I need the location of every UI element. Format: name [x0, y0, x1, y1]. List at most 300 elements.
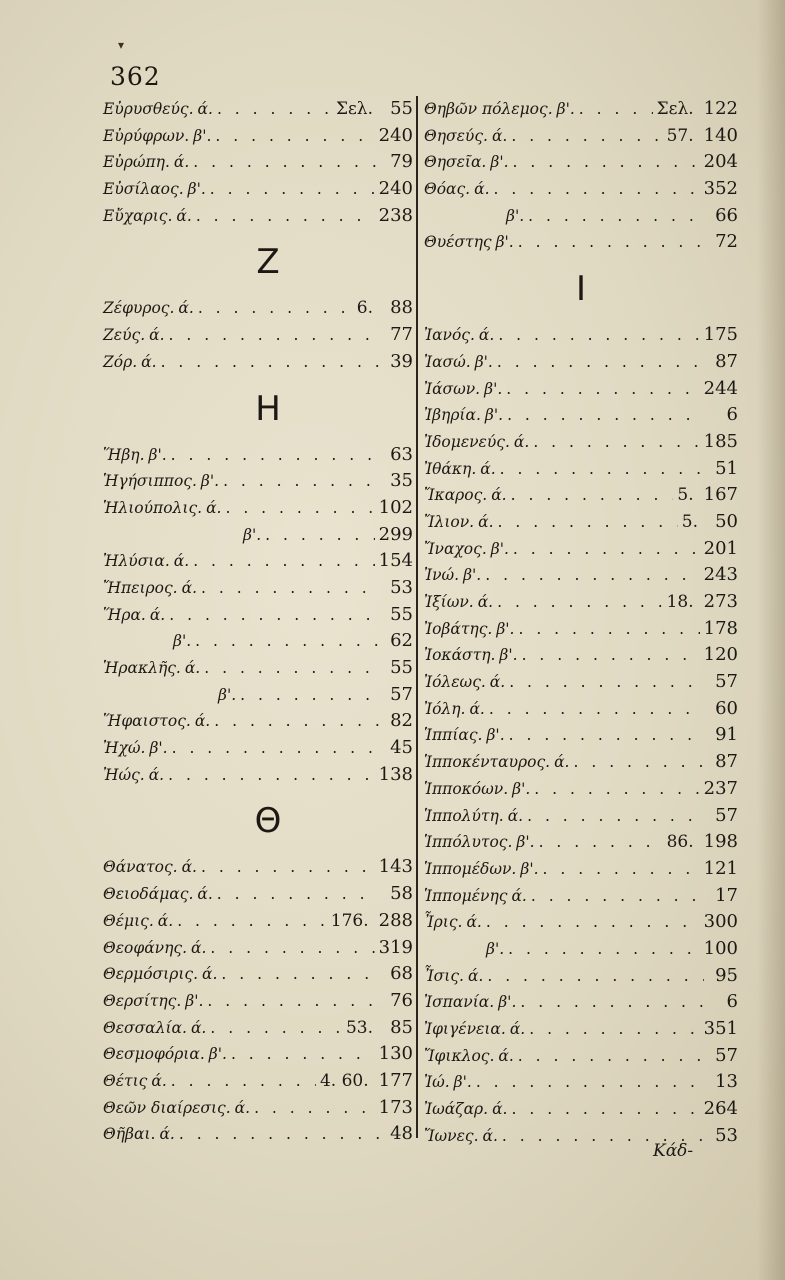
entry-volume: ά. — [489, 673, 506, 692]
leader-dots — [193, 149, 379, 176]
leader-dots — [210, 935, 374, 962]
entry-name: Ἰασώ. — [424, 352, 471, 371]
entry-volume: ά. — [176, 206, 192, 225]
entry-name: Ἰβηρία. — [424, 406, 481, 425]
entry-page-number: 154 — [378, 550, 413, 572]
leader-dots — [172, 735, 379, 762]
entry-volume: β'. — [474, 352, 493, 371]
entry-name: Θεσμοφόρια. — [103, 1045, 205, 1064]
entry-name: Εὐρυσθεύς. — [103, 100, 194, 118]
entry-name: Ἴφικλος. — [424, 1046, 495, 1065]
entry-page-number: 50 — [715, 510, 738, 532]
entry-volume: β'. — [149, 739, 168, 758]
entry-volume: ά. — [151, 1071, 167, 1090]
leader-dots — [201, 854, 375, 881]
entry-page-number: 352 — [703, 178, 738, 200]
entry-name: Ἴλιον. — [424, 512, 475, 531]
leader-dots — [520, 989, 704, 1016]
index-entry — [103, 1015, 413, 1042]
entry-page-number: 122 — [703, 98, 738, 119]
entry-name: Θέτις — [103, 1071, 148, 1090]
leader-dots — [500, 456, 704, 483]
entry-volume: ά. — [184, 659, 201, 677]
entry-page-number: 51 — [715, 457, 738, 479]
entry-name: Ἱππολύτη. — [424, 806, 504, 825]
entry-volume: ά. — [498, 1046, 514, 1065]
leader-dots — [506, 376, 699, 403]
index-entry — [103, 655, 413, 682]
entry-page-number: 72 — [715, 231, 738, 253]
entry-volume: ά. — [513, 432, 530, 451]
entry-page-number: 35 — [390, 470, 413, 492]
entry-page-number: 238 — [378, 204, 413, 226]
entry-volume: ά. — [474, 180, 490, 199]
entry-page-number: 88 — [390, 297, 413, 319]
entry-page-number: 102 — [378, 496, 413, 518]
entry-volume: ά. — [181, 858, 197, 877]
leader-dots — [527, 803, 704, 830]
entry-name: Ἰώ. — [424, 1073, 450, 1092]
entry-page-number: 55 — [390, 603, 413, 625]
entry-volume: β'. — [208, 1045, 227, 1064]
entry-volume: β'. — [193, 126, 212, 145]
entry-name: Εὐρύφρων. — [103, 126, 190, 145]
entry-volume: ά. — [173, 552, 190, 571]
entry-page-number: 6 — [726, 991, 738, 1013]
entry-name: Ἥβη. — [103, 445, 145, 464]
entry-volume: β'. — [486, 939, 505, 958]
entry-page-number: 53 — [390, 576, 413, 598]
entry-page-number: 62 — [390, 630, 413, 652]
leader-dots — [509, 669, 704, 696]
leader-dots — [531, 883, 704, 910]
index-entry — [103, 1095, 413, 1122]
index-entry — [103, 203, 413, 230]
leader-dots — [579, 96, 653, 123]
entry-name: Θυέστης — [424, 233, 492, 252]
entry-page-number: 60 — [715, 697, 738, 719]
index-entry — [103, 322, 413, 349]
entry-page-number: 167 — [703, 484, 738, 506]
index-entry — [424, 989, 738, 1016]
entry-name: Θόας. — [424, 180, 471, 199]
entry-extra-ref: 5. — [681, 511, 698, 532]
entry-page-number: 87 — [715, 350, 738, 372]
leader-dots — [210, 1015, 342, 1042]
entry-name: Ἤπειρος. — [103, 578, 178, 597]
index-column-right — [424, 96, 738, 1149]
entry-volume: ά. — [197, 885, 213, 904]
leader-dots — [214, 708, 379, 735]
entry-name: Ἰθάκη. — [424, 459, 477, 478]
leader-dots — [207, 988, 379, 1015]
leader-dots — [254, 1095, 375, 1122]
leader-dots — [508, 936, 699, 963]
index-entry — [103, 149, 413, 176]
entry-page-number: 201 — [703, 537, 738, 559]
entry-page-number: 237 — [703, 777, 738, 799]
section-letter-heading: Ι — [575, 269, 587, 310]
entry-extra-ref: 6. — [356, 298, 373, 319]
index-entry — [424, 589, 738, 616]
leader-dots — [215, 123, 374, 150]
entry-page-number: 91 — [715, 724, 738, 746]
index-entry — [103, 762, 413, 789]
entry-volume: β'. — [516, 833, 535, 852]
leader-dots — [198, 295, 353, 322]
leader-dots — [498, 509, 678, 536]
entry-volume: ά. — [554, 753, 570, 772]
leader-dots — [486, 909, 700, 936]
entry-page-number: 63 — [390, 443, 413, 465]
page-number: 362 — [110, 62, 161, 91]
entry-name: Ἱππόλυτος. — [424, 833, 513, 852]
entry-volume: ά. — [477, 593, 494, 611]
entry-volume: β'. — [243, 525, 262, 544]
entry-name: Ἡγήσιππος. — [103, 472, 197, 491]
index-entry — [103, 468, 413, 495]
entry-name: Θεσσαλία. — [103, 1018, 187, 1037]
entry-name: Ἰοβάτης. — [424, 619, 493, 638]
index-entry — [424, 349, 738, 376]
leader-dots — [522, 642, 700, 669]
index-entry — [103, 349, 413, 376]
index-entry — [103, 682, 413, 709]
entry-name: Θερμόσιρις. — [103, 965, 198, 984]
entry-page-number: 351 — [703, 1018, 738, 1039]
entry-volume: ά. — [197, 100, 213, 118]
entry-page-number: 55 — [390, 98, 413, 119]
index-entry — [424, 616, 738, 643]
entry-volume: ά. — [148, 765, 165, 784]
ink-speck: ▾ — [118, 38, 125, 52]
index-entry — [103, 495, 413, 522]
entry-name: Θησεῖα. — [424, 153, 487, 172]
entry-name: Ἱππομένης — [424, 886, 508, 905]
index-entry — [424, 936, 738, 963]
entry-volume: ά. — [190, 1018, 207, 1037]
index-entry — [424, 562, 738, 589]
leader-dots — [168, 762, 375, 789]
entry-page-number: 185 — [703, 430, 738, 452]
index-entry — [424, 322, 738, 349]
entry-page-number: 243 — [703, 564, 738, 586]
entry-page-number: 130 — [378, 1043, 413, 1065]
entry-volume: β'. — [463, 566, 482, 585]
catchword: Κάδ- — [653, 1141, 694, 1161]
entry-volume: β'. — [506, 206, 525, 225]
entry-volume: β'. — [490, 539, 509, 558]
entry-name: Ἶσις. — [424, 966, 464, 985]
leader-dots — [217, 881, 379, 908]
leader-dots — [497, 589, 663, 616]
index-entry — [424, 203, 738, 230]
entry-volume: ά. — [178, 299, 194, 318]
leader-dots — [204, 655, 379, 682]
entry-name: Ἰωάζαρ. — [424, 1100, 489, 1119]
entry-name: Θειοδάμας. — [103, 885, 194, 904]
index-entry — [103, 96, 413, 123]
index-entry — [103, 628, 413, 655]
entry-volume: ά. — [234, 1098, 251, 1117]
entry-name: Ἠώς. — [103, 765, 145, 784]
leader-dots — [265, 522, 374, 549]
entry-page-number: 173 — [378, 1096, 413, 1118]
entry-name: Ἰδομενεύς. — [424, 432, 510, 451]
entry-volume: ά. — [194, 712, 211, 731]
entry-page-number: 100 — [703, 937, 738, 959]
entry-volume: ά. — [149, 326, 165, 345]
leader-dots — [487, 963, 704, 990]
entry-page-number: 178 — [703, 617, 738, 639]
index-entry — [103, 961, 413, 988]
entry-volume: ά. — [202, 965, 218, 984]
entry-volume: β'. — [556, 100, 575, 118]
entry-name: Ἠχώ. — [103, 739, 146, 758]
entry-page-number: 121 — [703, 857, 738, 879]
entry-page-number: 68 — [390, 963, 413, 985]
entry-name: Ἱππομέδων. — [424, 859, 517, 878]
entry-page-number: 53 — [715, 1124, 738, 1146]
leader-dots — [511, 123, 662, 150]
entry-page-number: 299 — [378, 523, 413, 545]
leader-dots — [169, 602, 379, 629]
entry-page-number: 55 — [390, 657, 413, 678]
section-letter-heading: Ζ — [256, 242, 280, 283]
index-entry — [424, 749, 738, 776]
entry-name: Ἰάσων. — [424, 379, 481, 398]
entry-name: Θεῶν διαίρεσις. — [103, 1098, 231, 1117]
entry-name: Ἰοκάστη. — [424, 646, 496, 665]
leader-dots — [225, 495, 374, 522]
entry-page-number: 66 — [715, 204, 738, 226]
entry-page-number: 17 — [715, 884, 738, 906]
index-entry — [103, 854, 413, 881]
entry-name: Εὐρώπη. — [103, 153, 170, 172]
entry-page-number: 48 — [390, 1123, 413, 1145]
entry-volume: β'. — [187, 180, 206, 199]
entry-name: Ἰανός. — [424, 326, 475, 345]
entry-name: Ἡλιούπολις. — [103, 498, 203, 517]
entry-page-number: 175 — [703, 324, 738, 346]
entry-page-number: 138 — [378, 763, 413, 785]
entry-name: Ἱππίας. — [424, 726, 483, 745]
leader-dots — [534, 776, 699, 803]
entry-volume: β'. — [512, 779, 531, 798]
entry-page-number: 244 — [703, 377, 738, 399]
entry-name: Ἶρις. — [424, 913, 463, 932]
entry-volume: ά. — [467, 966, 484, 985]
entry-name: Θησεύς. — [424, 126, 488, 145]
entry-extra-ref: 57. — [666, 125, 694, 146]
index-entry — [103, 1121, 413, 1148]
entry-page-number: 204 — [703, 151, 738, 173]
index-entry — [103, 548, 413, 575]
entry-extra-ref: Σελ. — [656, 99, 694, 119]
entry-page-number: 143 — [378, 856, 413, 878]
entry-page-number: 177 — [378, 1069, 413, 1091]
entry-name: Εὔχαρις. — [103, 206, 173, 225]
entry-volume: β'. — [218, 685, 237, 704]
entry-name: Ἡρακλῆς. — [103, 659, 181, 677]
entry-name: Ἠλύσια. — [103, 552, 170, 571]
entry-page-number: 6 — [726, 404, 738, 426]
entry-volume: β'. — [490, 153, 509, 172]
index-entry — [424, 1069, 738, 1096]
index-entry — [103, 123, 413, 150]
index-entry — [424, 429, 738, 456]
leader-dots — [195, 628, 379, 655]
index-entry — [103, 295, 413, 322]
entry-extra-ref: Σελ. — [335, 99, 373, 119]
index-entry — [424, 123, 738, 150]
entry-name: Θηβῶν πόλεμος. — [424, 100, 553, 118]
index-entry — [424, 149, 738, 176]
entry-name: Ἰξίων. — [424, 593, 474, 611]
section-letter-heading: Θ — [254, 801, 282, 842]
entry-page-number: 240 — [378, 178, 413, 200]
leader-dots — [171, 442, 379, 469]
entry-volume: ά. — [149, 605, 166, 624]
entry-volume: β'. — [484, 379, 503, 398]
index-entry — [424, 909, 738, 936]
leader-dots — [223, 468, 379, 495]
entry-volume: ά. — [491, 126, 508, 145]
entry-page-number: 273 — [703, 591, 738, 612]
index-entry — [424, 509, 738, 536]
entry-volume: ά. — [492, 1100, 508, 1119]
leader-dots — [231, 1041, 375, 1068]
leader-dots — [513, 536, 700, 563]
entry-volume: ά. — [157, 911, 174, 930]
entry-volume: β'. — [495, 233, 514, 252]
entry-volume: β'. — [498, 993, 517, 1012]
entry-name: Ζέφυρος. — [103, 299, 175, 318]
entry-name: Ἰσπανία. — [424, 993, 495, 1012]
leader-dots — [161, 349, 379, 376]
index-entry — [424, 96, 738, 123]
index-entry — [424, 669, 738, 696]
leader-dots — [201, 575, 379, 602]
entry-page-number: 87 — [715, 751, 738, 773]
entry-volume: ά. — [181, 578, 198, 597]
entry-page-number: 57 — [715, 804, 738, 826]
entry-volume: β'. — [200, 472, 220, 491]
index-entry — [424, 803, 738, 830]
leader-dots — [529, 1016, 699, 1043]
index-entry — [103, 1068, 413, 1095]
entry-page-number: 95 — [715, 964, 738, 986]
entry-page-number: 57 — [715, 671, 738, 693]
entry-page-number: 319 — [378, 936, 413, 958]
leader-dots — [489, 696, 704, 723]
entry-page-number: 77 — [390, 324, 413, 346]
index-entry — [424, 776, 738, 803]
entry-volume: β'. — [173, 632, 192, 651]
entry-volume: β'. — [486, 726, 505, 745]
index-entry — [424, 456, 738, 483]
entry-name: Θέμις. — [103, 911, 154, 930]
entry-page-number: 264 — [703, 1098, 738, 1120]
leader-dots — [217, 96, 332, 123]
index-entry — [424, 856, 738, 883]
index-entry — [424, 1043, 738, 1070]
entry-page-number: 198 — [703, 831, 738, 853]
entry-page-number: 57 — [390, 683, 413, 705]
index-entry — [424, 176, 738, 203]
leader-dots — [518, 616, 699, 643]
entry-page-number: 140 — [703, 124, 738, 146]
leader-dots — [494, 176, 700, 203]
entry-name: Ἱπποκόων. — [424, 779, 509, 798]
entry-name: Ζεύς. — [103, 326, 146, 345]
entry-extra-ref: 18. — [666, 592, 694, 612]
entry-volume: ά. — [509, 1020, 526, 1038]
entry-volume: ά. — [507, 806, 524, 825]
entry-volume: ά. — [491, 486, 507, 505]
section-letter-heading: Η — [255, 388, 281, 429]
entry-page-number: 76 — [390, 989, 413, 1011]
leader-dots — [193, 548, 374, 575]
entry-volume: ά. — [469, 699, 485, 718]
leader-dots — [177, 908, 327, 935]
entry-volume: ά. — [159, 1125, 175, 1144]
entry-volume: β'. — [496, 619, 515, 638]
index-entry — [103, 735, 413, 762]
entry-page-number: 120 — [703, 644, 738, 666]
entry-page-number: 79 — [390, 151, 413, 173]
entry-name: Θάνατος. — [103, 858, 178, 877]
entry-page-number: 39 — [390, 350, 413, 372]
index-entry — [424, 229, 738, 256]
entry-page-number: 57 — [715, 1044, 738, 1066]
entry-page-number: 13 — [715, 1071, 738, 1093]
entry-page-number: 45 — [390, 737, 413, 759]
leader-dots — [509, 722, 704, 749]
index-entry — [103, 988, 413, 1015]
entry-extra-ref: 4. 60. — [319, 1070, 369, 1091]
entry-extra-ref: 86. — [666, 832, 694, 853]
leader-dots — [507, 402, 704, 429]
entry-name: Ἴκαρος. — [424, 486, 488, 505]
entry-volume: β'. — [453, 1073, 472, 1092]
index-entry — [424, 376, 738, 403]
leader-dots — [528, 203, 704, 230]
entry-name: Ζόρ. — [103, 352, 138, 371]
entry-volume: ά. — [191, 938, 207, 957]
entry-name: Ἰόλεως. — [424, 673, 486, 692]
column-divider — [416, 96, 418, 1138]
entry-page-number: 300 — [703, 911, 738, 933]
leader-dots — [485, 562, 699, 589]
entry-volume: ά. — [480, 459, 496, 478]
entry-extra-ref: 5. — [677, 485, 694, 506]
leader-dots — [196, 203, 375, 230]
page-edge-shadow — [757, 0, 785, 1280]
index-entry — [424, 642, 738, 669]
entry-name: Ἥφαιστος. — [103, 712, 191, 731]
entry-name: Θερσίτης. — [103, 991, 182, 1010]
index-entry — [103, 522, 413, 549]
leader-dots — [179, 1121, 379, 1148]
leader-dots — [512, 1096, 700, 1123]
leader-dots — [171, 1068, 316, 1095]
index-entry — [424, 402, 738, 429]
leader-dots — [543, 856, 700, 883]
leader-dots — [221, 961, 379, 988]
leader-dots — [518, 229, 704, 256]
entry-page-number: 82 — [390, 710, 413, 732]
